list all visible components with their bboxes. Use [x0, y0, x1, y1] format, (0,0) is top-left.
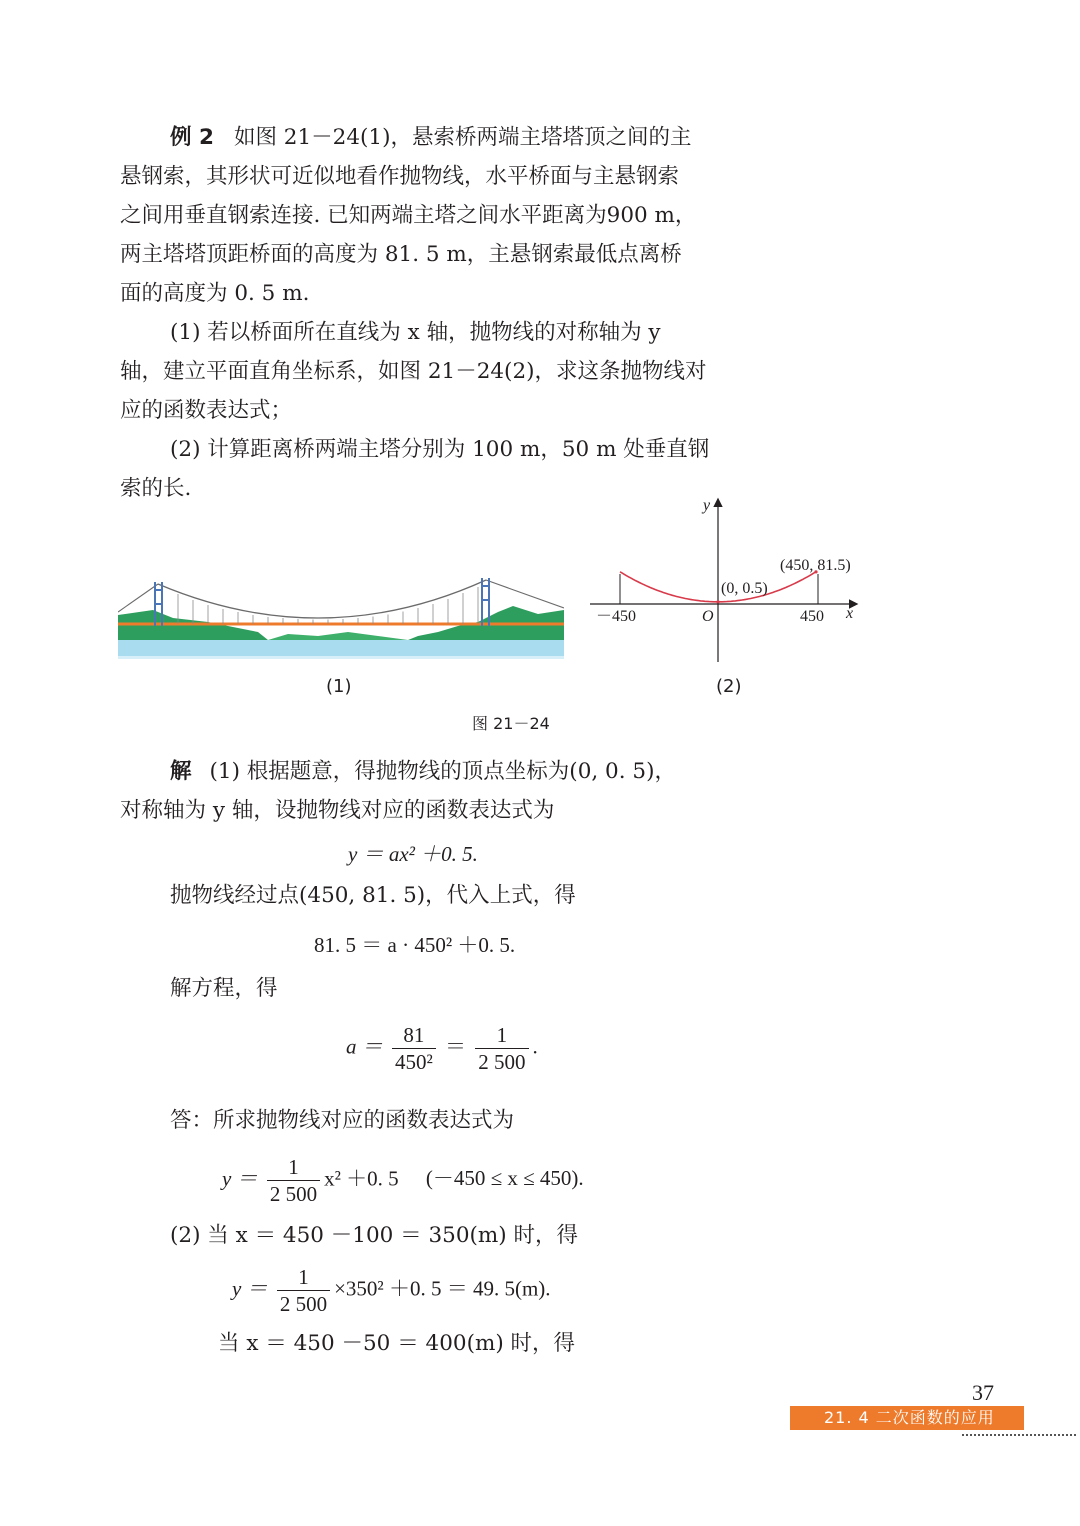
- part2-solution-intro: (2) 当 x ＝ 450 －100 ＝ 350(m) 时，得: [170, 1223, 579, 1248]
- figure-sub-label-2: (2): [716, 676, 742, 697]
- example-line-5: 面的高度为 0. 5 m.: [120, 281, 310, 306]
- origin-label: O: [702, 608, 714, 625]
- part1-line-1: (1) 若以桥面所在直线为 x 轴，抛物线的对称轴为 y: [170, 320, 661, 345]
- end-point-label: (450, 81.5): [780, 557, 851, 574]
- equation-1: y ＝ ax² ＋0. 5.: [348, 842, 478, 866]
- main-cable: [158, 580, 486, 618]
- part1-line-3: 应的函数表达式；: [120, 398, 293, 423]
- parabola-plot: [590, 492, 870, 664]
- equation-3: a ＝ $\frac{81}{\text{450²}}$ ＝ $\frac{1}{2 500}$ .: [346, 1023, 538, 1074]
- part2-line-1: (2) 计算距离桥两端主塔分别为 100 m，50 m 处垂直钢: [170, 437, 710, 462]
- equation-5: y ＝ $\frac{1}{2 500}$ ×350² ＋0. 5 ＝ 49. 5(m).: [232, 1265, 551, 1316]
- vertex-label: (0, 0.5): [721, 580, 768, 597]
- y-axis-label: y: [703, 497, 711, 514]
- solution-label: 解: [170, 759, 192, 784]
- example-label: 例 2: [170, 125, 214, 150]
- labeled-point-0: [716, 600, 719, 603]
- part2-line-2: 索的长.: [120, 476, 192, 501]
- example-line-4: 两主塔塔顶距桥面的高度为 81. 5 m，主悬钢索最低点离桥: [120, 242, 682, 267]
- section-title: 21. 4 二次函数的应用: [824, 1408, 995, 1427]
- solution-line-2: 对称轴为 y 轴，设抛物线对应的函数表达式为: [120, 798, 555, 823]
- figure-sub-label-1: (1): [326, 676, 352, 697]
- part2-solution-next: 当 x ＝ 450 －50 ＝ 400(m) 时，得: [218, 1331, 576, 1356]
- bridge-illustration: [118, 570, 564, 662]
- example-line-1: 例 2 如图 21－24(1)，悬索桥两端主塔塔顶之间的主: [170, 125, 692, 150]
- neg-tick-label: －450: [596, 608, 637, 625]
- fraction-81-over-450sq: $\frac{81}{\text{450²}}$: [392, 1022, 436, 1075]
- part1-line-2: 轴，建立平面直角坐标系，如图 21－24(2)，求这条抛物线对: [120, 359, 707, 384]
- x-axis-label: x: [846, 605, 854, 622]
- figure-caption: 图 21－24: [472, 714, 550, 733]
- equation-2: 81. 5 ＝ a · 450² ＋0. 5.: [314, 933, 516, 957]
- answer-line: 答：所求抛物线对应的函数表达式为: [170, 1108, 515, 1133]
- water: [118, 640, 564, 656]
- pos-tick-label: 450: [800, 608, 824, 625]
- equation-4: y ＝ $\frac{1}{2 500}$ x² ＋0. 5 (－450 ≤ x ≤ 450).: [222, 1155, 584, 1206]
- fraction-1-over-2500-b: $\frac{1}{2 500}$: [267, 1154, 320, 1207]
- dotted-divider: [962, 1434, 1076, 1436]
- example-line-3: 之间用垂直钢索连接. 已知两端主塔之间水平距离为900 m，: [120, 203, 697, 228]
- example-line-2: 悬钢索，其形状可近似地看作抛物线，水平桥面与主悬钢索: [120, 164, 680, 189]
- section-tab: [790, 1406, 1024, 1430]
- pass-point-line: 抛物线经过点(450, 81. 5)，代入上式，得: [170, 883, 576, 908]
- page-number: 37: [972, 1380, 994, 1405]
- solve-line: 解方程，得: [170, 976, 278, 1001]
- fraction-1-over-2500-c: $\frac{1}{2 500}$: [277, 1264, 330, 1317]
- fraction-1-over-2500: $\frac{1}{2 500}$: [475, 1022, 528, 1075]
- solution-line-1: 解 (1) 根据题意，得抛物线的顶点坐标为(0, 0. 5)，: [170, 759, 676, 784]
